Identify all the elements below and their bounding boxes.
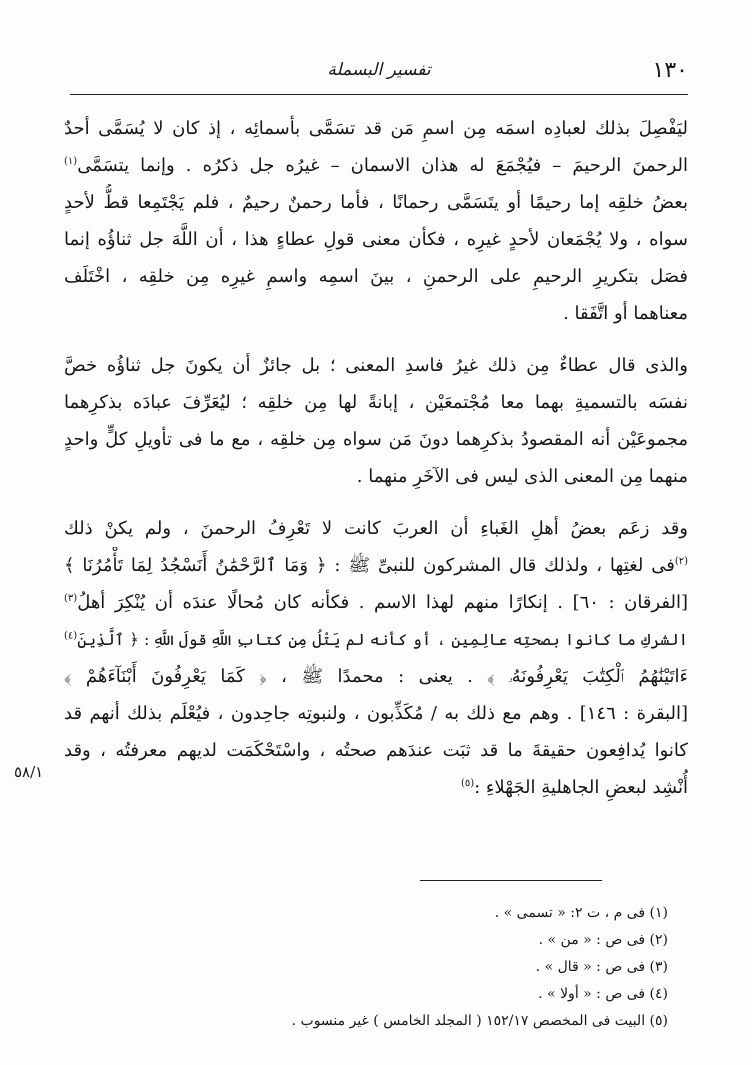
header-divider	[70, 94, 688, 95]
footnote-marker: (٤)	[64, 630, 78, 642]
footnote: (٢) فى ص : « من » .	[538, 932, 668, 948]
text-line: والذى قال عطاءٌ مِن ذلك غيرُ فاسدِ المعنى ؛ بل جائزٌ أن يكونَ جل ثناؤُه خصَّ	[64, 355, 688, 376]
text-line: ءَاتَيْنَٰهُمُ ٱلْكِتَٰبَ يَعْرِفُونَهُۥ ﴾ . يعنى : محمدًا ﷺ ، ﴿ كَمَا يَعْرِفُونَ أَبْنَآءَهُمْ ﴾	[64, 666, 688, 687]
text-line: فصَل بتكريرِ الرحيمِ على الرحمنِ ، بينَ اسمِه واسمِ غيرِه مِن خلقِه ، اخْتَلَف	[64, 266, 688, 287]
text-line	[64, 147, 688, 184]
text-line: سواه ، ولا يُجْمَعان لأحدٍ غيرِه ، فكأن معنى قولِ عطاءٍ هذا ، أن اللَّهَ جل ثناؤُه إنما	[64, 229, 688, 250]
body-text	[64, 110, 688, 806]
text-line-content: فى لغتِها ، ولذلك قال المشركون للنبىِّ ﷺ : ﴿ وَمَا ٱلرَّحْمَٰنُ أَنَسْجُدُ لِمَا تَأْمُرُنَا ﴾	[64, 555, 675, 576]
text-line: كانوا يُدافِعون حقيقةَ ما قد ثبَت عندَهم صحتُه ، واسْتَحْكَمَت لديهم معرفتُه ، وقد	[64, 740, 688, 761]
text-line: بعضُ خلقِه إما رحيمًا أو يتَسَمَّى رحمانًا ، فأما رحمنٌ رحيمٌ ، فلم يَجْتَمِعا قطُّ لأحدٍ	[64, 192, 688, 213]
footnote-divider	[420, 880, 602, 881]
footnote-marker: (٢)	[674, 556, 688, 567]
text-line: معناهما أو اتَّفَقا .	[563, 303, 688, 324]
manuscript-page-reference: ٥٨/١	[14, 763, 44, 781]
footnote-marker: (١)	[64, 156, 78, 167]
footnote-marker: (٥)	[460, 778, 475, 789]
text-line-content: الشركِ ما كانوا بصحتِه عالِمِين ، أو كأنه لم يَتْلُ مِن كتابِ اللَّهِ قولَ اللَّهِ : ﴿ ٱلَّذِينَ	[77, 630, 688, 649]
footnote: (٤) فى ص : « أولا » .	[538, 986, 668, 1002]
page-header	[70, 56, 688, 92]
text-line	[64, 621, 688, 658]
footnote: (١) فى م ، ت ٢: « تسمى » .	[494, 905, 668, 921]
text-line	[64, 584, 688, 621]
text-line: مجموعَيْن أنه المقصودُ بذكرِهما دونَ مَن سواه مِن خلقِه ، مع ما فى تأويلِ كلٍّ واحدٍ	[64, 429, 688, 450]
footnote-marker: (٣)	[64, 593, 78, 604]
footnote: (٣) فى ص : « قال » .	[535, 959, 668, 975]
footnote: (٥) البيت فى المخصص ١٥٢/١٧ ( المجلد الخامس ) غير منسوب .	[291, 1013, 668, 1029]
text-line: وقد زعَم بعضُ أهلِ الغَباءِ أن العربَ كانت لا تَعْرِفُ الرحمنَ ، ولم يكنْ ذلك	[64, 518, 688, 539]
page-number: ١٣٠	[652, 58, 688, 83]
text-line-content: الرحمنَ الرحيمَ – فيُجْمَعَ له هذان الاسمان – غيرُه جل ذكرُه . وإنما يتسَمَّى	[77, 155, 688, 176]
text-line-content: أُنْشِد لبعضِ الجاهليةِ الجَهْلاءِ :	[474, 777, 688, 798]
text-line: نفسَه بالتسميةِ بهما معا مُجْتمعَيْن ، إبانةً لها مِن خلقِه ؛ ليُعَرِّفَ عبادَه بذكرِهما	[64, 392, 688, 413]
text-line	[64, 547, 688, 584]
text-line: [البقرة : ١٤٦] . وهم مع ذلك به / مُكَذِّبون ، ولنبوتِه جاحِدون ، فيُعْلَم بذلك أنهم قد	[64, 703, 688, 724]
footnotes	[68, 900, 668, 1035]
running-title: تفسير البسملة	[327, 60, 431, 80]
text-line: ليَفْصِلَ بذلك لعبادِه اسمَه مِن اسمِ مَن قد تسَمَّى بأسمائِه ، إذ كان لا يُسَمَّى أحدٌ	[64, 118, 688, 139]
text-line-content: [الفرقان : ٦٠] . إنكارًا منهم لهذا الاسم . فكأنه كان مُحالًا عندَه أن يُنْكِرَ أهلُ	[77, 592, 688, 613]
text-line: منهما مِن المعنى الذى ليس فى الآخَرِ منهما .	[356, 466, 688, 487]
text-line	[64, 769, 688, 806]
